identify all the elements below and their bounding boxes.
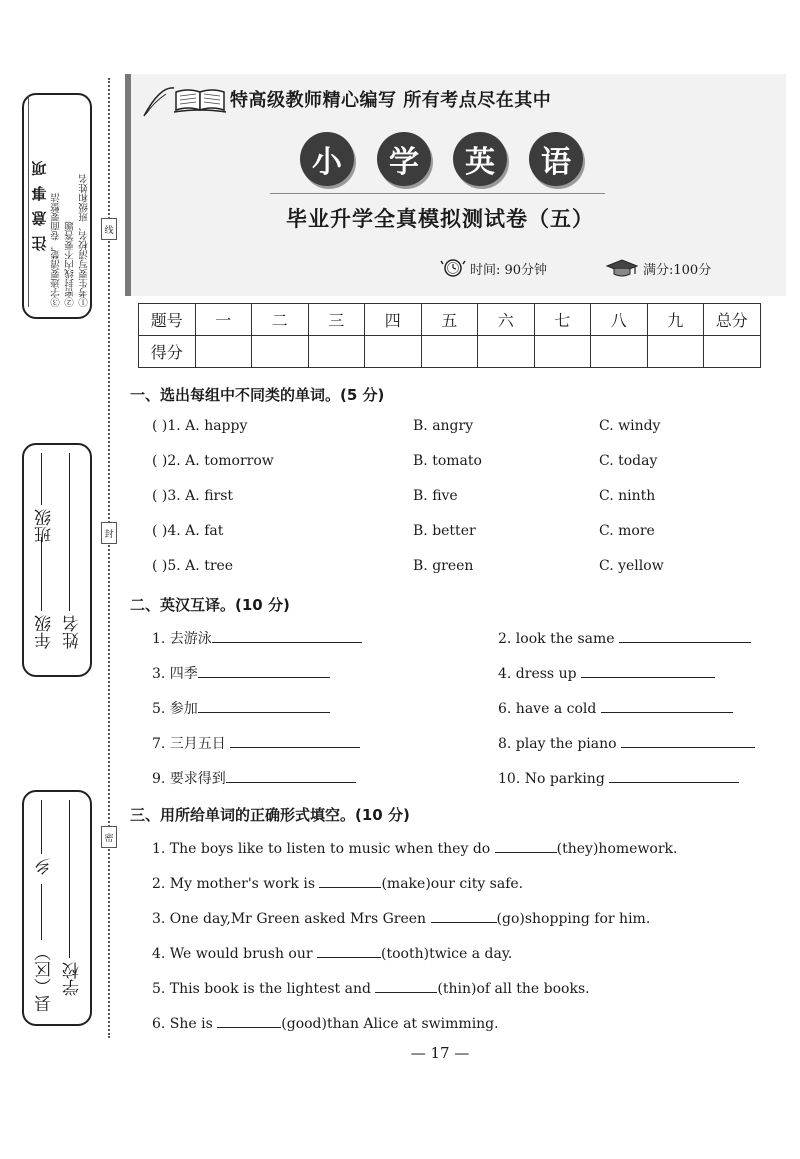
q2-item-b: B. tomato (413, 453, 482, 469)
translate-item (498, 663, 715, 682)
score-meta (605, 258, 711, 278)
section3-title: 三、用所给单词的正确形式填空。(10 分) (130, 806, 410, 824)
answer-blank[interactable] (581, 663, 715, 678)
clock-icon (440, 258, 466, 278)
q5-item-c: C. yellow (599, 558, 664, 574)
answer-blank[interactable] (375, 978, 437, 993)
time-meta (440, 258, 547, 278)
township-blank[interactable] (41, 800, 42, 854)
score-cell[interactable] (704, 336, 761, 368)
fill-hint: (tooth)twice a day. (381, 946, 513, 962)
table-header-cell: 三 (308, 304, 365, 336)
township-label: 乡 (35, 858, 55, 875)
q5-item-b: B. green (413, 558, 474, 574)
translate-item (498, 698, 733, 717)
q1-item-b: B. angry (413, 418, 474, 434)
score-cell[interactable] (365, 336, 422, 368)
score-header-row (139, 304, 761, 336)
county-blank[interactable] (41, 884, 42, 940)
translate-prompt: 9. 要求得到 (152, 771, 226, 787)
grade-label: 年级 (35, 615, 55, 649)
answer-blank[interactable] (601, 698, 733, 713)
translate-prompt: 8. play the piano (498, 736, 617, 752)
table-header-cell: 总分 (704, 304, 761, 336)
translate-item (498, 768, 739, 787)
table-header-cell: 五 (421, 304, 478, 336)
translate-item (152, 628, 362, 648)
q3-item-b: B. five (413, 488, 458, 504)
notice-item: ③字迹要清楚，卷面要整洁 (51, 193, 62, 307)
answer-blank[interactable] (319, 873, 381, 888)
score-label: 满分:100分 (643, 262, 712, 278)
subject-char: 英 (453, 132, 507, 186)
translate-prompt: 6. have a cold (498, 701, 597, 717)
subject-char: 语 (529, 132, 583, 186)
translate-prompt: 7. 三月五日 (152, 736, 226, 752)
translate-item (152, 733, 360, 753)
q5-item-a: ( )5. A. tree (152, 558, 234, 574)
graduation-cap-icon (605, 258, 639, 278)
fill-item (152, 1013, 499, 1032)
answer-blank[interactable] (621, 733, 755, 748)
q3-item-a: ( )3. A. first (152, 488, 234, 504)
translate-prompt: 4. dress up (498, 666, 577, 682)
table-header-cell: 九 (647, 304, 704, 336)
score-cell[interactable] (195, 336, 252, 368)
answer-blank[interactable] (198, 698, 330, 713)
seal-mark-line: 线 (101, 218, 117, 240)
book-quill-icon (140, 80, 230, 122)
slogan: 特高级教师精心编写 所有考点尽在其中 (230, 90, 552, 111)
score-row-label: 得分 (139, 336, 196, 368)
answer-blank[interactable] (495, 838, 557, 853)
translate-prompt: 2. look the same (498, 631, 615, 647)
class-label: 班级 (35, 509, 55, 543)
table-header-cell: 八 (591, 304, 648, 336)
answer-blank[interactable] (609, 768, 739, 783)
notice-box (22, 93, 92, 319)
table-header-cell: 题号 (139, 304, 196, 336)
fill-prompt: 2. My mother's work is (152, 876, 316, 892)
answer-blank[interactable] (212, 628, 362, 643)
answer-blank[interactable] (619, 628, 751, 643)
fill-item (152, 978, 590, 997)
score-cell[interactable] (591, 336, 648, 368)
seal-mark-seal: 封 (101, 522, 117, 544)
score-cell[interactable] (421, 336, 478, 368)
time-label: 时间: 90分钟 (470, 262, 548, 278)
page-number: — 17 — (410, 1044, 470, 1062)
school-blank[interactable] (69, 800, 70, 958)
q4-item-b: B. better (413, 523, 476, 539)
seal-mark-secret: 密 (101, 826, 117, 848)
fill-item (152, 873, 523, 892)
score-cell[interactable] (308, 336, 365, 368)
fill-hint: (good)than Alice at swimming. (281, 1016, 499, 1032)
answer-blank[interactable] (431, 908, 497, 923)
school-info-box (22, 790, 92, 1026)
q3-item-c: C. ninth (599, 488, 656, 504)
notice-item: ②密封线内不要答题 (65, 221, 76, 307)
translate-item (498, 733, 755, 752)
translate-prompt: 1. 去游泳 (152, 631, 212, 647)
translate-prompt: 10. No parking (498, 771, 605, 787)
q1-item-c: C. windy (599, 418, 661, 434)
fill-item (152, 838, 677, 857)
fill-hint: (make)our city safe. (381, 876, 524, 892)
title-rule (270, 193, 605, 194)
score-cell[interactable] (534, 336, 591, 368)
fill-prompt: 1. The boys like to listen to music when they do (152, 841, 491, 857)
fill-prompt: 4. We would brush our (152, 946, 313, 962)
translate-item (498, 628, 751, 647)
answer-blank[interactable] (317, 943, 381, 958)
county-label: 县（区） (35, 944, 55, 1012)
table-header-cell: 二 (252, 304, 309, 336)
q4-item-c: C. more (599, 523, 655, 539)
answer-blank[interactable] (230, 733, 360, 748)
name-blank[interactable] (69, 453, 70, 611)
class-blank[interactable] (41, 453, 42, 505)
fill-prompt: 6. She is (152, 1016, 213, 1032)
score-cell[interactable] (647, 336, 704, 368)
q1-item-a: ( )1. A. happy (152, 418, 248, 434)
class-info-box (22, 443, 92, 677)
fill-item (152, 908, 650, 927)
translate-item (152, 698, 330, 718)
section2-title: 二、英汉互译。(10 分) (130, 596, 290, 614)
table-header-cell: 一 (195, 304, 252, 336)
fill-prompt: 5. This book is the lightest and (152, 981, 371, 997)
table-header-cell: 七 (534, 304, 591, 336)
fill-hint: (they)homework. (556, 841, 678, 857)
score-value-row (139, 336, 761, 368)
score-cell[interactable] (478, 336, 535, 368)
notice-title: 注意事项 (28, 95, 49, 307)
q4-item-a: ( )4. A. fat (152, 523, 224, 539)
subject-char: 学 (377, 132, 431, 186)
fill-hint: (thin)of all the books. (437, 981, 590, 997)
translate-prompt: 3. 四季 (152, 666, 198, 682)
grade-blank[interactable] (41, 537, 42, 611)
section1-title: 一、选出每组中不同类的单词。(5 分) (130, 386, 385, 404)
score-table (138, 303, 761, 368)
school-label: 学校 (63, 962, 83, 996)
table-header-cell: 四 (365, 304, 422, 336)
translate-prompt: 5. 参加 (152, 701, 198, 717)
score-cell[interactable] (252, 336, 309, 368)
subject-char: 小 (300, 132, 354, 186)
name-label: 姓名 (63, 615, 83, 649)
notice-item: ①考生要写清校名、班级和姓名 (79, 174, 90, 307)
exam-title: 毕业升学全真模拟测试卷（五） (286, 207, 594, 231)
fill-prompt: 3. One day,Mr Green asked Mrs Green (152, 911, 427, 927)
table-header-cell: 六 (478, 304, 535, 336)
q2-item-a: ( )2. A. tomorrow (152, 453, 274, 469)
fill-hint: (go)shopping for him. (496, 911, 651, 927)
translate-item (152, 768, 356, 788)
answer-blank[interactable] (217, 1013, 281, 1028)
fill-item (152, 943, 512, 962)
answer-blank[interactable] (226, 768, 356, 783)
q2-item-c: C. today (599, 453, 658, 469)
answer-blank[interactable] (198, 663, 330, 678)
translate-item (152, 663, 330, 683)
